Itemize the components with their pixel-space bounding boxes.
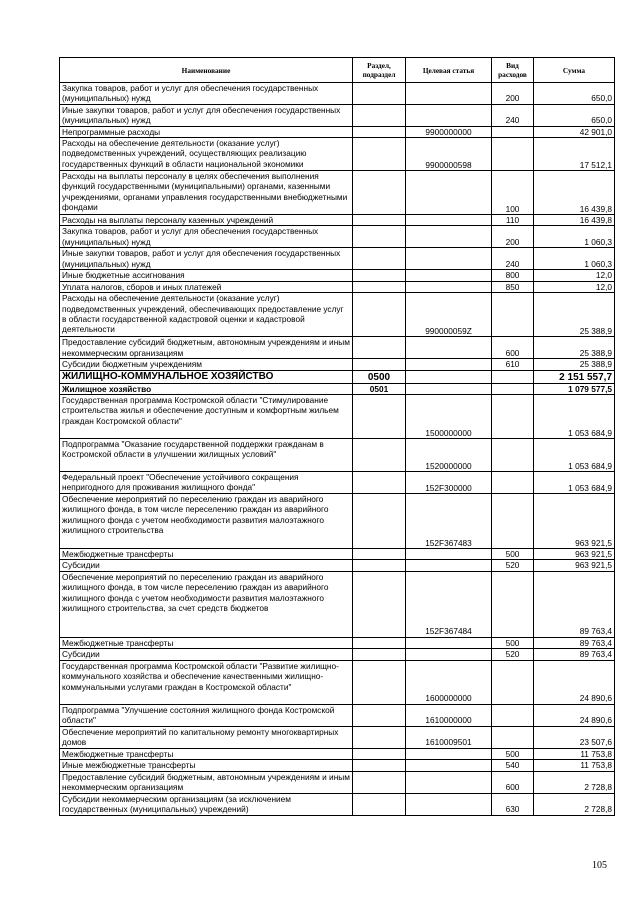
cell-name: Государственная программа Костромской области "Развитие жилищно-коммунального хозяйства и обеспечение качественными жилищно-коммунальными услугами граждан в Костромской области": [60, 660, 353, 704]
cell-target: [406, 370, 492, 383]
cell-name: Закупка товаров, работ и услуг для обеспечения государственных (муниципальных) нужд: [60, 83, 353, 105]
cell-target: [406, 383, 492, 394]
cell-name: Расходы на обеспечение деятельности (оказание услуг) подведомственных учреждений, обеспечивающих предоставление услуг в области государственной кадастровой оценки и кадастровой деятельности: [60, 293, 353, 337]
cell-type: 240: [492, 248, 534, 270]
table-row: [60, 760, 615, 771]
cell-sum: 42 901,0: [534, 126, 615, 137]
table-header-row: [60, 58, 615, 83]
cell-sum: 16 439,8: [534, 171, 615, 215]
table-row: [60, 337, 615, 359]
cell-sum: 1 053 684,9: [534, 439, 615, 472]
cell-section: [353, 549, 406, 560]
cell-name: Непрограммные расходы: [60, 126, 353, 137]
cell-name: Государственная программа Костромской области "Стимулирование строительства жилья и обеспечение доступным и комфортным жильем граждан Костромской области": [60, 395, 353, 439]
cell-type: [492, 370, 534, 383]
cell-name: Обеспечение мероприятий по капитальному ремонту многоквартирных домов: [60, 726, 353, 748]
cell-sum: 1 060,3: [534, 248, 615, 270]
table-row: [60, 793, 615, 815]
cell-target: [406, 760, 492, 771]
cell-section: [353, 660, 406, 704]
cell-section: [353, 83, 406, 105]
table-row: [60, 771, 615, 793]
cell-sum: 24 890,6: [534, 704, 615, 726]
cell-name: Иные бюджетные ассигнования: [60, 270, 353, 281]
cell-sum: 11 753,8: [534, 760, 615, 771]
cell-sum: 650,0: [534, 83, 615, 105]
cell-target: 9900000000: [406, 126, 492, 137]
cell-sum: 963 921,5: [534, 560, 615, 571]
header-type: Вид расходов: [492, 58, 534, 83]
cell-type: 850: [492, 281, 534, 292]
cell-target: [406, 560, 492, 571]
cell-section: [353, 760, 406, 771]
cell-target: [406, 637, 492, 648]
table-row: [60, 472, 615, 494]
cell-type: [492, 439, 534, 472]
cell-name: Субсидии: [60, 560, 353, 571]
cell-name: Предоставление субсидий бюджетным, автономным учреждениям и иным некоммерческим организациям: [60, 771, 353, 793]
table-row: [60, 138, 615, 171]
cell-sum: 963 921,5: [534, 549, 615, 560]
table-row: [60, 395, 615, 439]
cell-section: [353, 771, 406, 793]
cell-section: 0501: [353, 383, 406, 394]
cell-target: [406, 771, 492, 793]
cell-sum: 89 763,4: [534, 649, 615, 660]
cell-section: [353, 726, 406, 748]
cell-sum: 16 439,8: [534, 215, 615, 226]
cell-name: Иные закупки товаров, работ и услуг для обеспечения государственных (муниципальных) нужд: [60, 248, 353, 270]
cell-type: [492, 383, 534, 394]
cell-target: [406, 171, 492, 215]
table-row: [60, 748, 615, 759]
cell-type: [492, 494, 534, 549]
cell-name: Межбюджетные трансферты: [60, 748, 353, 759]
cell-name: Межбюджетные трансферты: [60, 549, 353, 560]
cell-section: [353, 748, 406, 759]
table-row: [60, 370, 615, 383]
cell-name: Предоставление субсидий бюджетным, автономным учреждениям и иным некоммерческим организациям: [60, 337, 353, 359]
cell-sum: 1 079 577,5: [534, 383, 615, 394]
cell-target: [406, 248, 492, 270]
cell-sum: 963 921,5: [534, 494, 615, 549]
cell-name: Обеспечение мероприятий по переселению граждан из аварийного жилищного фонда, в том числе переселению граждан из аварийного жилищного фонда с учетом необходимости развития малоэтажного жилищного строительства, за счет средств бюджетов: [60, 571, 353, 637]
cell-type: [492, 138, 534, 171]
cell-name: ЖИЛИЩНО-КОММУНАЛЬНОЕ ХОЗЯЙСТВО: [60, 370, 353, 383]
cell-sum: 1 053 684,9: [534, 395, 615, 439]
cell-section: [353, 359, 406, 370]
cell-sum: 12,0: [534, 281, 615, 292]
cell-name: Подпрограмма "Оказание государственной поддержки гражданам в Костромской области в улучшении жилищных условий": [60, 439, 353, 472]
cell-type: 610: [492, 359, 534, 370]
table-row: [60, 171, 615, 215]
cell-sum: 2 151 557,7: [534, 370, 615, 383]
cell-target: [406, 793, 492, 815]
cell-target: 1520000000: [406, 439, 492, 472]
table-row: [60, 660, 615, 704]
cell-sum: 2 728,8: [534, 793, 615, 815]
cell-name: Субсидии некоммерческим организациям (за исключением государственных (муниципальных) учреждений): [60, 793, 353, 815]
cell-sum: 17 512,1: [534, 138, 615, 171]
cell-section: [353, 571, 406, 637]
cell-target: 152F367484: [406, 571, 492, 637]
table-row: [60, 359, 615, 370]
cell-target: 152F367483: [406, 494, 492, 549]
cell-target: 990000059Z: [406, 293, 492, 337]
cell-section: [353, 293, 406, 337]
cell-target: 152F300000: [406, 472, 492, 494]
table-row: [60, 571, 615, 637]
table-row: [60, 494, 615, 549]
cell-target: [406, 281, 492, 292]
cell-target: 1500000000: [406, 395, 492, 439]
cell-target: [406, 359, 492, 370]
cell-name: Иные закупки товаров, работ и услуг для обеспечения государственных (муниципальных) нужд: [60, 104, 353, 126]
cell-sum: 24 890,6: [534, 660, 615, 704]
cell-name: Межбюджетные трансферты: [60, 637, 353, 648]
cell-type: 200: [492, 83, 534, 105]
table-row: [60, 726, 615, 748]
cell-section: [353, 171, 406, 215]
cell-section: [353, 248, 406, 270]
header-sum: Сумма: [534, 58, 615, 83]
table-row: [60, 637, 615, 648]
cell-section: [353, 494, 406, 549]
table-row: [60, 649, 615, 660]
cell-target: [406, 270, 492, 281]
cell-section: [353, 104, 406, 126]
cell-sum: 1 053 684,9: [534, 472, 615, 494]
cell-section: [353, 649, 406, 660]
cell-target: [406, 549, 492, 560]
cell-name: Подпрограмма "Улучшение состояния жилищного фонда Костромской области": [60, 704, 353, 726]
cell-section: [353, 226, 406, 248]
table-row: [60, 104, 615, 126]
table-row: [60, 704, 615, 726]
cell-sum: 1 060,3: [534, 226, 615, 248]
cell-type: [492, 704, 534, 726]
cell-type: [492, 472, 534, 494]
cell-type: 110: [492, 215, 534, 226]
cell-sum: 650,0: [534, 104, 615, 126]
cell-name: Расходы на выплаты персоналу в целях обеспечения выполнения функций государственными (муниципальными) органами, казенными учреждениями, органами управления государственными внебюджетными фондами: [60, 171, 353, 215]
cell-target: [406, 104, 492, 126]
cell-target: [406, 649, 492, 660]
cell-type: 520: [492, 560, 534, 571]
table-row: [60, 226, 615, 248]
table-row: [60, 126, 615, 137]
cell-type: 500: [492, 748, 534, 759]
cell-target: 1610009501: [406, 726, 492, 748]
cell-sum: 23 507,6: [534, 726, 615, 748]
table-row: [60, 215, 615, 226]
cell-target: 1610000000: [406, 704, 492, 726]
cell-sum: 89 763,4: [534, 637, 615, 648]
cell-target: 1600000000: [406, 660, 492, 704]
cell-section: [353, 126, 406, 137]
header-name: Наименование: [60, 58, 353, 83]
cell-type: 500: [492, 549, 534, 560]
cell-sum: 2 728,8: [534, 771, 615, 793]
table-row: [60, 383, 615, 394]
cell-section: [353, 472, 406, 494]
cell-type: [492, 293, 534, 337]
cell-name: Федеральный проект "Обеспечение устойчивого сокращения непригодного для проживания жилищного фонда": [60, 472, 353, 494]
cell-section: [353, 281, 406, 292]
cell-section: [353, 138, 406, 171]
table-row: [60, 281, 615, 292]
cell-section: [353, 215, 406, 226]
cell-type: [492, 395, 534, 439]
cell-type: [492, 660, 534, 704]
cell-section: [353, 270, 406, 281]
cell-name: Субсидии: [60, 649, 353, 660]
table-row: [60, 439, 615, 472]
cell-target: 9900000598: [406, 138, 492, 171]
cell-name: Уплата налогов, сборов и иных платежей: [60, 281, 353, 292]
cell-section: [353, 560, 406, 571]
cell-name: Жилищное хозяйство: [60, 383, 353, 394]
cell-target: [406, 215, 492, 226]
cell-type: [492, 571, 534, 637]
cell-section: [353, 637, 406, 648]
cell-type: [492, 126, 534, 137]
cell-section: [353, 439, 406, 472]
table-row: [60, 549, 615, 560]
cell-sum: 89 763,4: [534, 571, 615, 637]
cell-type: 500: [492, 637, 534, 648]
cell-section: 0500: [353, 370, 406, 383]
cell-type: 240: [492, 104, 534, 126]
header-section: Раздел, подраздел: [353, 58, 406, 83]
cell-name: Иные межбюджетные трансферты: [60, 760, 353, 771]
budget-table: [59, 57, 615, 816]
cell-type: 520: [492, 649, 534, 660]
header-target: Целевая статья: [406, 58, 492, 83]
table-row: [60, 293, 615, 337]
cell-section: [353, 793, 406, 815]
cell-target: [406, 226, 492, 248]
cell-type: 100: [492, 171, 534, 215]
cell-section: [353, 704, 406, 726]
cell-sum: 12,0: [534, 270, 615, 281]
table-row: [60, 560, 615, 571]
cell-name: Закупка товаров, работ и услуг для обеспечения государственных (муниципальных) нужд: [60, 226, 353, 248]
table-body: [60, 83, 615, 816]
cell-name: Обеспечение мероприятий по переселению граждан из аварийного жилищного фонда, в том числе переселению граждан из аварийного жилищного фонда с учетом необходимости развития малоэтажного жилищного строительства: [60, 494, 353, 549]
page-number: 105: [592, 860, 607, 871]
table-row: [60, 248, 615, 270]
cell-name: Субсидии бюджетным учреждениям: [60, 359, 353, 370]
cell-section: [353, 337, 406, 359]
cell-type: 600: [492, 771, 534, 793]
cell-sum: 25 388,9: [534, 293, 615, 337]
cell-target: [406, 83, 492, 105]
cell-sum: 11 753,8: [534, 748, 615, 759]
table-row: [60, 83, 615, 105]
cell-name: Расходы на обеспечение деятельности (оказание услуг) подведомственных учреждений, осуществляющих реализацию государственных функций в области национальной экономики: [60, 138, 353, 171]
table-row: [60, 270, 615, 281]
cell-name: Расходы на выплаты персоналу казенных учреждений: [60, 215, 353, 226]
cell-type: 630: [492, 793, 534, 815]
cell-type: 200: [492, 226, 534, 248]
cell-target: [406, 748, 492, 759]
cell-type: 540: [492, 760, 534, 771]
cell-type: [492, 726, 534, 748]
cell-section: [353, 395, 406, 439]
cell-target: [406, 337, 492, 359]
cell-type: 800: [492, 270, 534, 281]
cell-sum: 25 388,9: [534, 359, 615, 370]
cell-sum: 25 388,9: [534, 337, 615, 359]
cell-type: 600: [492, 337, 534, 359]
